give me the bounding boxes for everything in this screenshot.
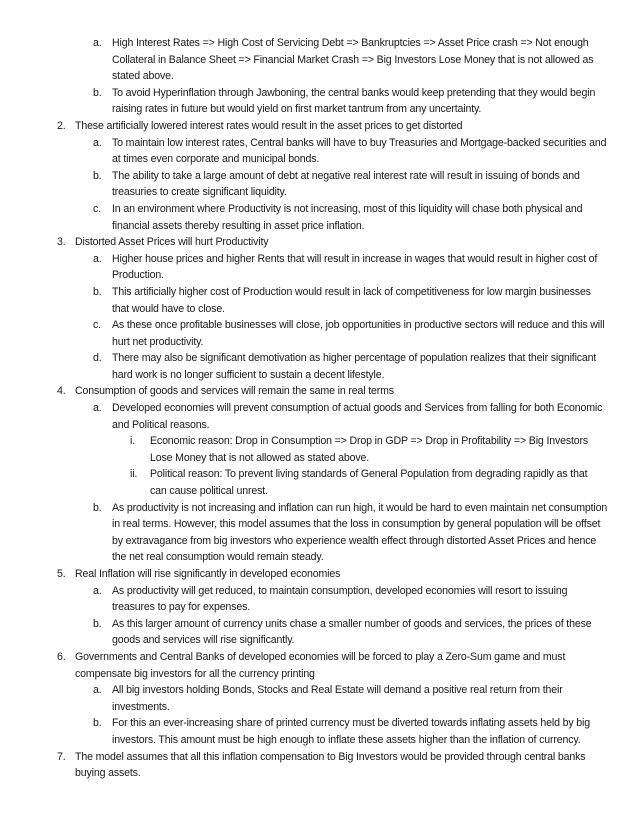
list-marker: b. [93,617,102,630]
lettered-subitem [0,616,638,649]
list-item-text: Developed economies will prevent consumption of actual goods and Services from falling for both Economic and Political reasons. [112,402,603,431]
list-marker: a. [93,252,102,265]
list-item-text: The ability to take a large amount of debt at negative real interest rate will result in issuing of bonds and treasuries to create significant liquidity. [112,169,580,199]
list-marker: b. [93,86,102,99]
lettered-subitem [0,682,638,715]
list-marker: 7. [57,750,66,763]
list-item-text: This artificially higher cost of Production would result in lack of competitiveness for low margin businesses that would have to close. [112,285,591,315]
list-marker: 4. [57,385,66,398]
list-marker: 6. [57,650,66,663]
list-marker: 3. [57,236,66,249]
list-marker: a. [93,37,102,49]
document-body [0,35,638,782]
numbered-item [0,234,638,251]
list-marker: b. [93,501,102,514]
numbered-item [0,749,638,782]
list-item-text: As productivity will get reduced, to maintain consumption, developed economies will resort to issuing treasures to pay for expenses. [112,584,568,614]
numbered-item [0,118,638,135]
list-item-text: As this larger amount of currency units chase a smaller number of goods and services, the prices of these goods and services will rise significantly. [112,617,592,647]
lettered-subitem [0,317,638,350]
list-marker: b. [93,285,102,298]
lettered-subitem [0,500,638,566]
list-marker: a. [93,584,102,597]
roman-subitem [0,433,638,466]
list-marker: c. [93,202,101,215]
list-item-text: Economic reason: Drop in Consumption => Drop in GDP => Drop in Profitability => Big Investors Lose Money that is not allowed as stated above. [150,435,589,464]
list-item-text: To avoid Hyperinflation through Jawboning, the central banks would keep pretending that they would begin raising rates in future but would yield on first market tantrum from any uncertainty. [112,86,596,116]
list-marker: b. [93,717,102,730]
list-marker: c. [93,319,101,332]
numbered-item [0,566,638,583]
list-item-text: To maintain low interest rates, Central banks will have to buy Treasuries and Mortgage-backed securities and at times even corporate and municipal bonds. [112,136,607,166]
lettered-subitem [0,201,638,234]
list-marker: ii. [130,468,138,481]
list-item-text: There may also be significant demotivation as higher percentage of population realizes that their significant hard work is no longer sufficient to sustain a decent lifestyle. [112,352,597,381]
lettered-subitem [0,400,638,433]
list-item-text: For this an ever-increasing share of printed currency must be diverted towards inflating assets held by big investors. This amount must be high enough to inflate these assets higher than the inflation of currency. [112,717,590,746]
list-item-text: Higher house prices and higher Rents that will result in increase in wages that would result in higher cost of Production. [112,252,598,282]
list-item-text: In an environment where Productivity is not increasing, most of this liquidity will chase both physical and financial assets thereby resulting in asset price inflation. [112,202,583,232]
list-marker: i. [130,435,135,448]
list-item-text: The model assumes that all this inflation compensation to Big Investors would be provided through central banks buying assets. [75,750,586,780]
list-marker: 2. [57,119,66,132]
numbered-item [0,649,638,682]
list-marker: d. [93,352,102,365]
lettered-subitem [0,135,638,168]
list-item-text: High Interest Rates => High Cost of Servicing Debt => Bankruptcies => Asset Price crash => Not enough Collateral in Balance Sheet => Financial Market Crash => Big Investors Lose Money that is not allowed as stated above. [112,37,594,83]
list-item-text: As these once profitable businesses will close, job opportunities in productive sectors will reduce and this will hurt net productivity. [112,319,605,348]
lettered-subitem [0,168,638,201]
list-marker: 5. [57,568,66,580]
lettered-subitem [0,35,638,85]
lettered-subitem [0,715,638,748]
list-marker: a. [93,684,102,697]
lettered-subitem [0,284,638,317]
lettered-subitem [0,583,638,616]
list-item-text: Governments and Central Banks of developed economies will be forced to play a Zero-Sum game and must compensate big investors for all the currency printing [75,650,566,680]
numbered-item [0,383,638,400]
list-marker: a. [93,402,102,415]
lettered-subitem [0,251,638,284]
list-marker: a. [93,136,102,149]
list-item-text: Political reason: To prevent living standards of General Population from degrading rapidly as that can cause political unrest. [150,468,588,498]
list-marker: b. [93,169,102,182]
lettered-subitem [0,85,638,118]
roman-subitem [0,466,638,499]
list-item-text: All big investors holding Bonds, Stocks and Real Estate will demand a positive real return from their investments. [112,684,563,713]
list-item-text: As productivity is not increasing and inflation can run high, it would be hard to even maintain net consumption in real terms. However, this model assumes that the loss in consumption by general population will be offset by extravagance from big investors who experience wealth effect through distorted Asset Prices and hence the net real consumption would remain steady. [112,501,608,564]
list-item-text: These artificially lowered interest rates would result in the asset prices to get distorted [75,119,463,132]
list-item-text: Real Inflation will rise significantly in developed economies [75,568,341,580]
list-item-text: Consumption of goods and services will remain the same in real terms [75,385,394,398]
list-item-text: Distorted Asset Prices will hurt Productivity [75,236,269,249]
lettered-subitem [0,350,638,383]
